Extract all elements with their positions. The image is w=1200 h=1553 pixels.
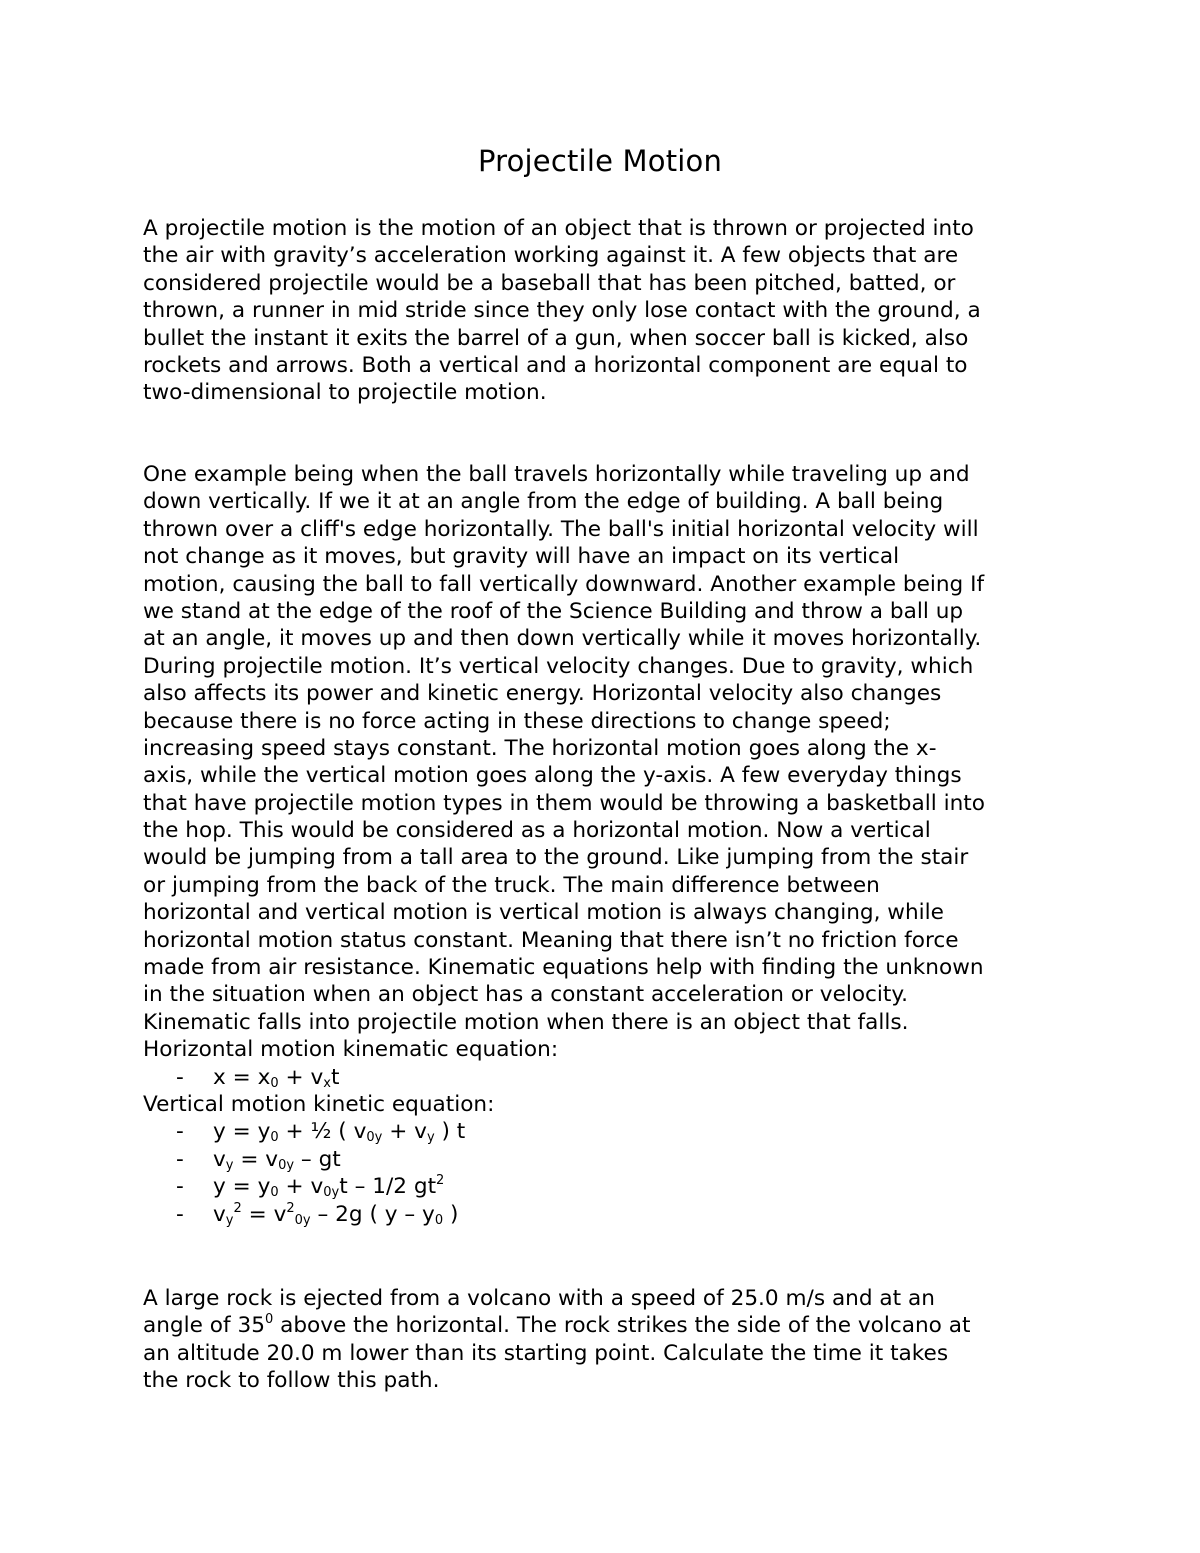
- horizontal-equation-heading: Horizontal motion kinematic equation:: [143, 1037, 559, 1063]
- text-line: not change as it moves, but gravity will have an impact on its vertical: [143, 544, 900, 570]
- text-line: angle of $35^0$ above the horizontal. The rock strikes the side of the volcano at: [143, 1312, 971, 1339]
- bullet-dash: -: [176, 1064, 184, 1090]
- text-line: horizontal and vertical motion is vertical motion is always changing, while: [143, 900, 944, 926]
- text-line: because there is no force acting in these directions to change speed;: [143, 708, 891, 734]
- text-line: also affects its power and kinetic energy. Horizontal velocity also changes: [143, 681, 942, 707]
- text-line: motion, causing the ball to fall vertically downward. Another example being If: [143, 571, 985, 597]
- bullet-dash: -: [176, 1174, 184, 1200]
- vertical-equation-heading: Vertical motion kinetic equation:: [143, 1091, 495, 1117]
- text-line: made from air resistance. Kinematic equations help with finding the unknown: [143, 955, 984, 981]
- equation-horizontal-position: [143, 1064, 1073, 1091]
- equation-vertical-velocity: [143, 1146, 1073, 1173]
- text-line: that have projectile motion types in them would be throwing a basketball into: [143, 790, 985, 816]
- equation-text: $x = x_0 + v_xt$: [213, 1064, 340, 1091]
- equation-text: $y = y_0$ + ½ ( $v_{0y} + v_y$ ) t: [213, 1119, 466, 1146]
- text-line: down vertically. If we it at an angle from the edge of building. A ball being: [143, 489, 944, 515]
- text-line: would be jumping from a tall area to the ground. Like jumping from the stair: [143, 845, 969, 871]
- text-line: thrown, a runner in mid stride since they only lose contact with the ground, a: [143, 298, 981, 324]
- text-line: horizontal motion status constant. Meaning that there isn’t no friction force: [143, 927, 959, 953]
- text-line: the hop. This would be considered as a horizontal motion. Now a vertical: [143, 818, 931, 844]
- text-line: A projectile motion is the motion of an object that is thrown or projected into: [143, 216, 974, 241]
- text-line: considered projectile would be a baseball that has been pitched, batted, or: [143, 270, 956, 296]
- text-line: the air with gravity’s acceleration working against it. A few objects that are: [143, 243, 959, 269]
- text-line: During projectile motion. It’s vertical velocity changes. Due to gravity, which: [143, 653, 974, 679]
- bullet-dash: -: [176, 1201, 184, 1227]
- text-line: bullet the instant it exits the barrel of a gun, when soccer ball is kicked, also: [143, 325, 969, 351]
- text-line: thrown over a cliff's edge horizontally. The ball's initial horizontal velocity will: [143, 516, 979, 542]
- paragraph-intro: [143, 215, 1073, 407]
- paragraph-problem: [143, 1285, 1073, 1395]
- text-line: One example being when the ball travels horizontally while traveling up and: [143, 462, 970, 487]
- equation-text: $v_y = v_{0y}$ – gt: [213, 1146, 341, 1173]
- text-line: the rock to follow this path.: [143, 1368, 440, 1394]
- equation-vertical-position: [143, 1173, 1073, 1200]
- equation-vertical-position-average: [143, 1118, 1073, 1145]
- text-line: at an angle, it moves up and then down vertically while it moves horizontally.: [143, 626, 982, 652]
- paragraph-examples: [143, 461, 1073, 1228]
- text-line: rockets and arrows. Both a vertical and a horizontal component are equal to: [143, 352, 968, 378]
- bullet-dash: -: [176, 1146, 184, 1172]
- text-line: increasing speed stays constant. The horizontal motion goes along the x-: [143, 735, 937, 761]
- bullet-dash: -: [176, 1119, 184, 1145]
- equation-text: $v_y^2 = v^2_{0y} - 2g$ ( y – $y_0$ ): [213, 1200, 459, 1228]
- equation-vertical-velocity-squared: [143, 1201, 1073, 1228]
- equation-text: $y = y_0 + v_{0y}t - 1/2$ $gt^2$: [213, 1173, 445, 1201]
- text-line: in the situation when an object has a constant acceleration or velocity.: [143, 982, 908, 1008]
- text-line: A large rock is ejected from a volcano with a speed of 25.0 m/s and at an: [143, 1286, 935, 1311]
- text-line: an altitude 20.0 m lower than its starting point. Calculate the time it takes: [143, 1340, 949, 1366]
- text-line: Kinematic falls into projectile motion when there is an object that falls.: [143, 1009, 909, 1035]
- text-line: axis, while the vertical motion goes along the y-axis. A few everyday things: [143, 763, 962, 789]
- document-title: Projectile Motion: [477, 144, 723, 178]
- text-line: two-dimensional to projectile motion.: [143, 380, 547, 406]
- text-line: or jumping from the back of the truck. The main difference between: [143, 872, 880, 898]
- text-line: we stand at the edge of the roof of the Science Building and throw a ball up: [143, 598, 964, 624]
